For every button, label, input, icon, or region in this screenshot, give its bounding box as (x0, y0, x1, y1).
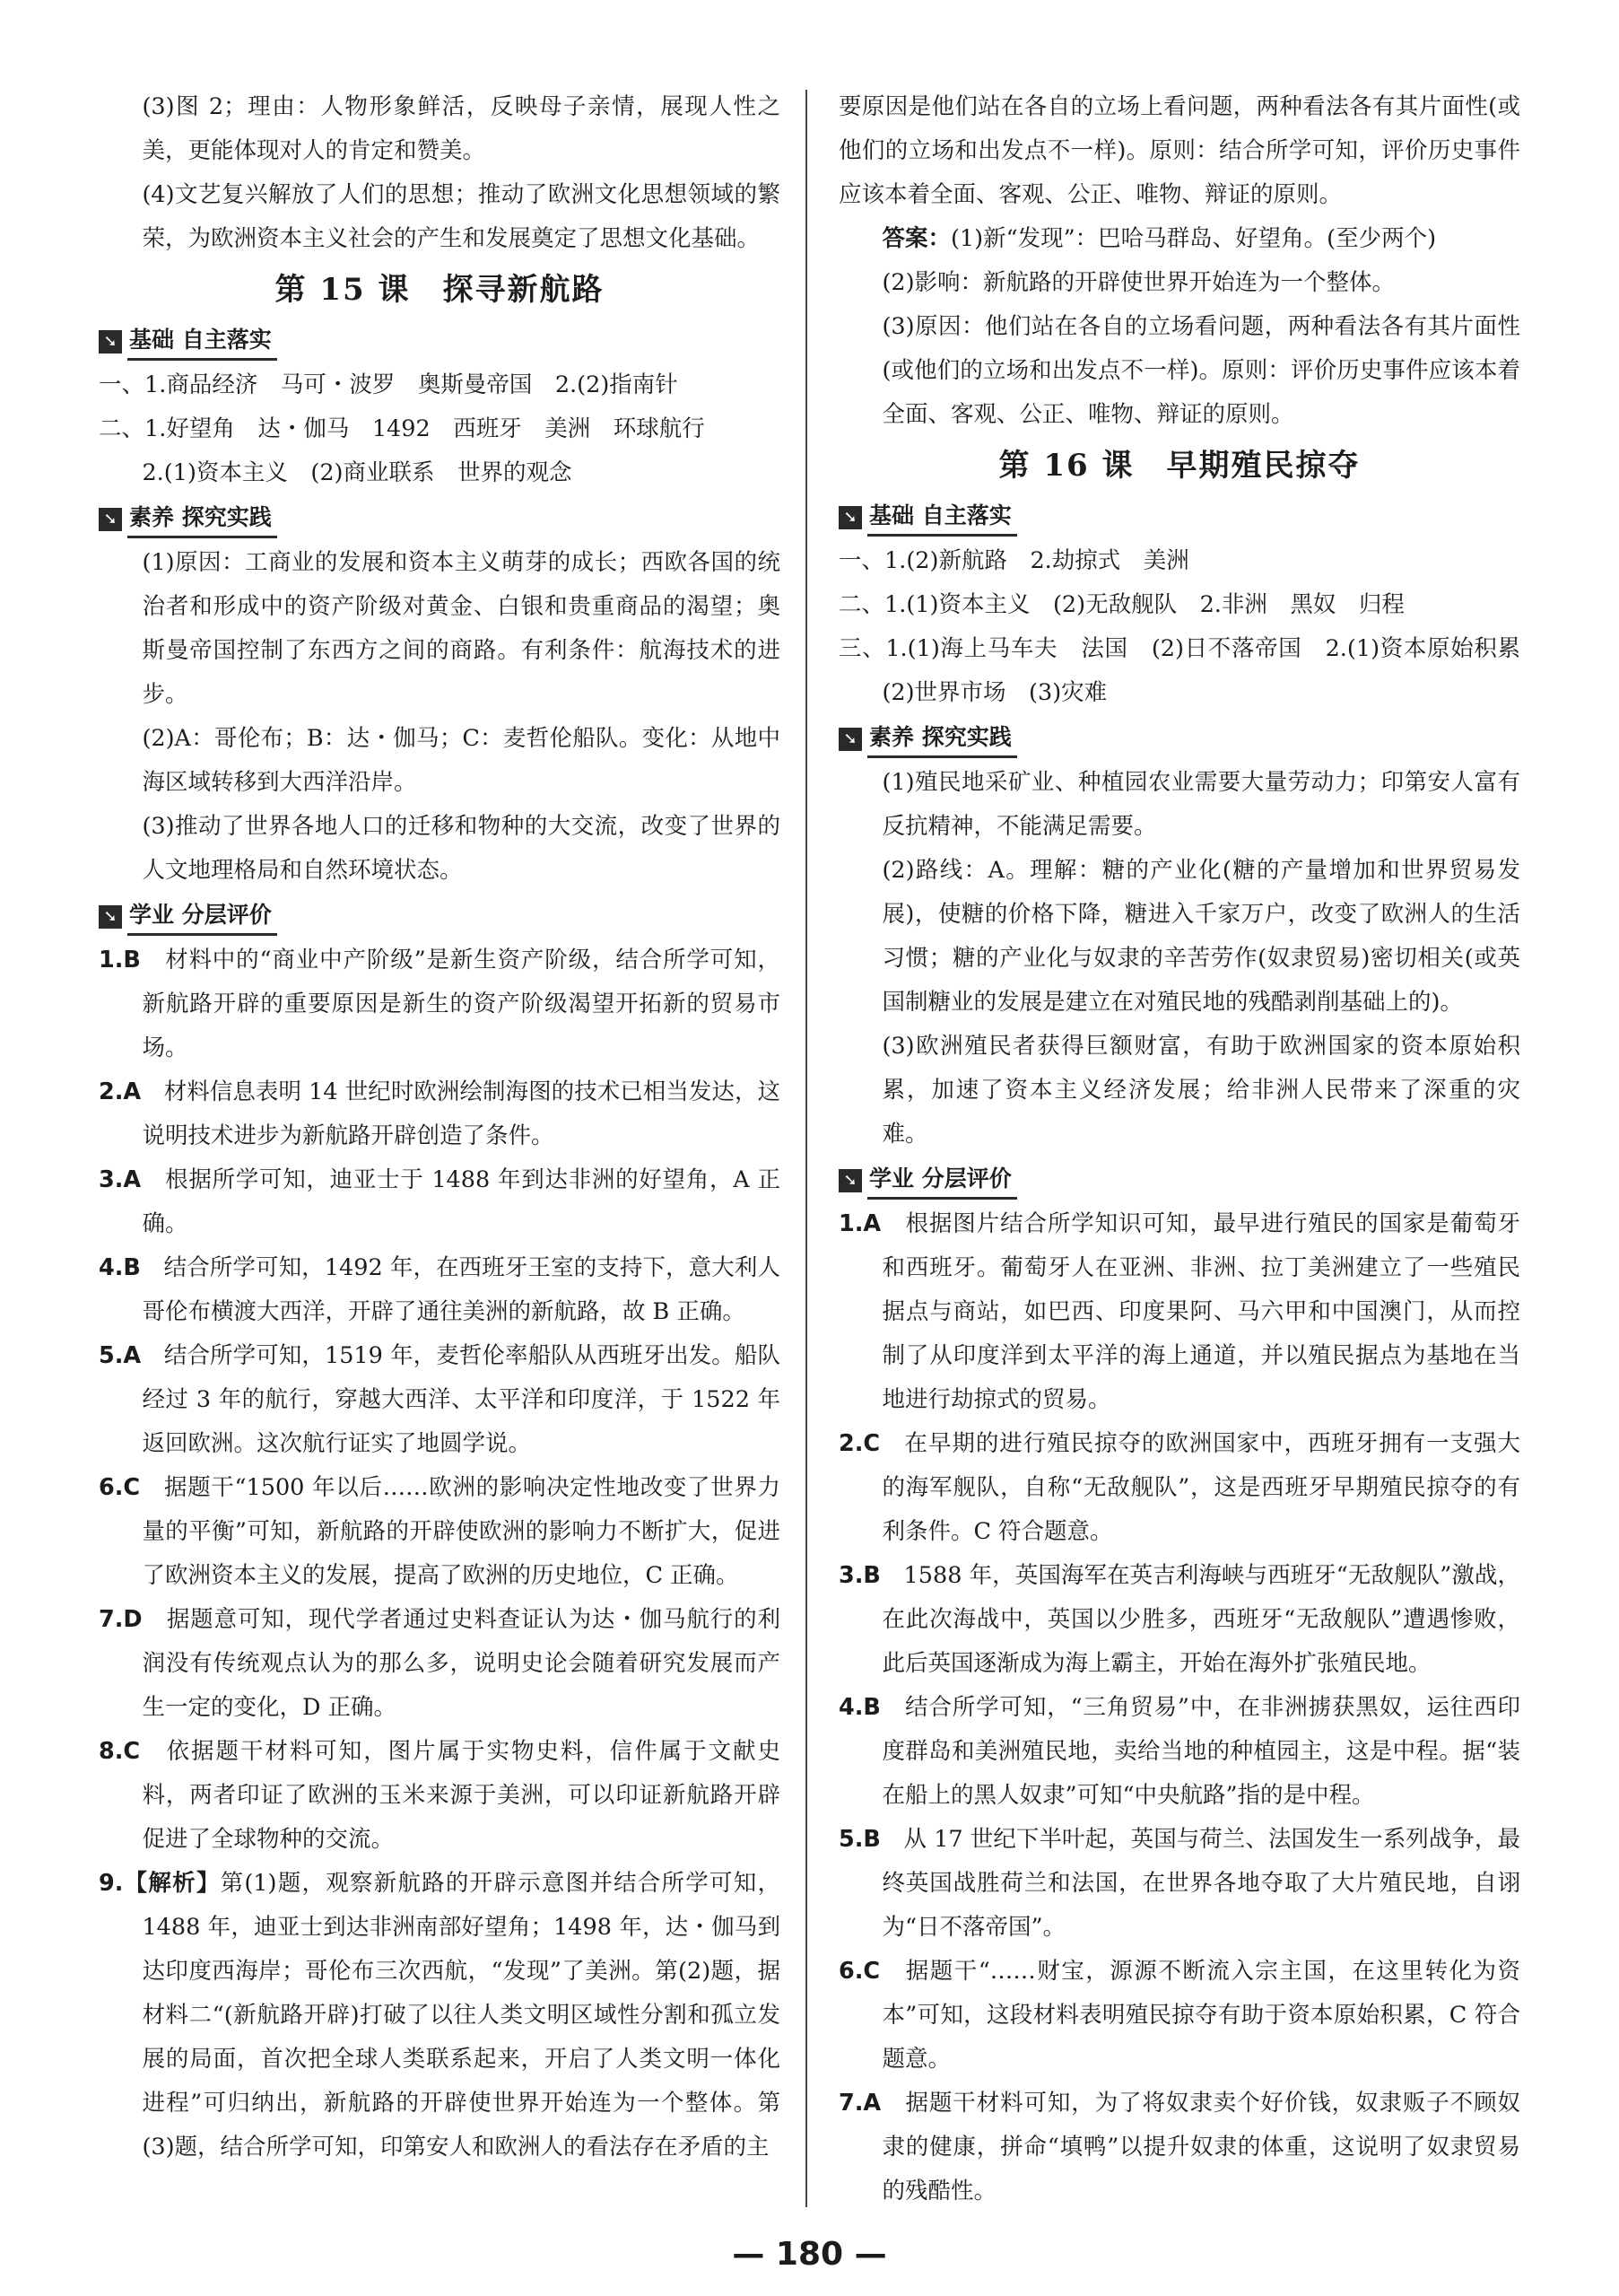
q9-continuation: 要原因是他们站在各自的立场上看问题，两种看法各有其片面性(或他们的立场和出发点不一样)。原则：结合所学可知，评价历史事件应该本着全面、客观、公正、唯物、辩证的原则。 (839, 93, 1520, 208)
arrow-icon: ➘ (839, 728, 862, 751)
answer-line: 答案：(1)新“发现”：巴哈马群岛、好望角。(至少两个) (882, 225, 1437, 252)
answer-item: 2.A 材料信息表明 14 世纪时欧洲绘制海图的技术已相当发达，这说明技术进步为新航路开辟创造了条件。 (99, 1078, 780, 1149)
arrow-icon: ➘ (839, 506, 862, 529)
arrow-icon: ➘ (99, 905, 122, 929)
lesson-16-title: 第 16 课 早期殖民掠夺 (998, 448, 1361, 484)
inquiry-answer: (2)路线：A。理解：糖的产业化(糖的产量增加和世界贸易发展)，使糖的价格下降，糖进入千家万户，改变了欧洲人的生活习惯；糖的产业化与奴隶的辛苦劳作(奴隶贸易)密切相关(或英国制糖业的发展是建立在对殖民地的残酷剥削基础上的)。 (882, 857, 1520, 1016)
answer-item: 3.A 根据所学可知，迪亚士于 1488 年到达非洲的好望角，A 正确。 (99, 1166, 780, 1237)
intro-answer-3: (3)图 2；理由：人物形象鲜活，反映母子亲情，展现人性之美，更能体现对人的肯定和赞美。 (142, 93, 780, 164)
section-inquiry-header: ➘ 素养 探究实践 (99, 500, 780, 538)
answer-item: 5.B 从 17 世纪下半叶起，英国与荷兰、法国发生一系列战争，最终英国战胜荷兰和法国，在世界各地夺取了大片殖民地，自诩为“日不落帝国”。 (839, 1826, 1520, 1941)
page-number: — 180 — (732, 2236, 887, 2273)
basic-line: 三、1.(1)海上马车夫 法国 (2)日不落帝国 2.(1)资本原始积累 (2)世界市场 (3)灾难 (839, 635, 1544, 706)
answer-item: 1.B 材料中的“商业中产阶级”是新生资产阶级，结合所学可知，新航路开辟的重要原因是新生的资产阶级渴望开拓新的贸易市场。 (99, 947, 780, 1061)
inquiry-answer: (3)推动了世界各地人口的迁移和物种的大交流，改变了世界的人文地理格局和自然环境状态。 (142, 813, 780, 884)
intro-answer-4: (4)文艺复兴解放了人们的思想；推动了欧洲文化思想领域的繁荣，为欧洲资本主义社会的产生和发展奠定了思想文化基础。 (142, 181, 780, 252)
lesson-15-title: 第 15 课 探寻新航路 (274, 272, 605, 308)
column-divider (805, 90, 807, 2207)
answer-item: 8.C 依据题干材料可知，图片属于实物史料，信件属于文献史料，两者印证了欧洲的玉米来源于美洲，可以印证新航路开辟促进了全球物种的交流。 (99, 1738, 780, 1853)
answer-item: 5.A 结合所学可知，1519 年，麦哲伦率船队从西班牙出发。船队经过 3 年的航行，穿越大西洋、太平洋和印度洋，于 1522 年返回欧洲。这次航行证实了地圆学说。 (99, 1342, 780, 1457)
arrow-icon: ➘ (99, 330, 122, 354)
answer-line: (3)原因：他们站在各自的立场看问题，两种看法各有其片面性(或他们的立场和出发点不一样)。原则：评价历史事件应该本着全面、客观、公正、唯物、辩证的原则。 (882, 313, 1520, 428)
left-column (99, 85, 780, 2169)
inquiry-answer: (3)欧洲殖民者获得巨额财富，有助于欧洲国家的资本原始积累，加速了资本主义经济发展；给非洲人民带来了深重的灾难。 (882, 1033, 1520, 1148)
arrow-icon: ➘ (99, 508, 122, 531)
answer-item: 4.B 结合所学可知，“三角贸易”中，在非洲掳获黑奴，运往西印度群岛和美洲殖民地，卖给当地的种植园主，这是中程。据“装在船上的黑人奴隶”可知“中央航路”指的是中程。 (839, 1694, 1520, 1809)
answer-item: 6.C 据题干“1500 年以后……欧洲的影响决定性地改变了世界力量的平衡”可知，新航路的开辟使欧洲的影响力不断扩大，促进了欧洲资本主义的发展，提高了欧洲的历史地位，C 正确。 (99, 1474, 780, 1589)
basic-line: 二、1.好望角 达・伽马 1492 西班牙 美洲 环球航行 (99, 415, 705, 442)
answer-item: 1.A 根据图片结合所学知识可知，最早进行殖民的国家是葡萄牙和西班牙。葡萄牙人在亚洲、非洲、拉丁美洲建立了一些殖民据点与商站，如巴西、印度果阿、马六甲和中国澳门，从而控制了从印度洋到太平洋的海上通道，并以殖民据点为基地在当地进行劫掠式的贸易。 (839, 1210, 1520, 1413)
arrow-icon: ➘ (839, 1169, 862, 1192)
answer-line: (2)影响：新航路的开辟使世界开始连为一个整体。 (882, 269, 1396, 296)
basic-line: 一、1.(2)新航路 2.劫掠式 美洲 (839, 547, 1189, 574)
answer-item: 4.B 结合所学可知，1492 年，在西班牙王室的支持下，意大利人哥伦布横渡大西洋，开辟了通往美洲的新航路，故 B 正确。 (99, 1254, 780, 1325)
section-evaluation-header: ➘ 学业 分层评价 (839, 1161, 1520, 1200)
answer-item: 3.B 1588 年，英国海军在英吉利海峡与西班牙“无敌舰队”激战，在此次海战中，英国以少胜多，西班牙“无敌舰队”遭遇惨败，此后英国逐渐成为海上霸主，开始在海外扩张殖民地。 (839, 1562, 1520, 1677)
answer-item: 7.D 据题意可知，现代学者通过史料查证认为达・伽马航行的利润没有传统观点认为的那么多，说明史论会随着研究发展而产生一定的变化，D 正确。 (99, 1606, 780, 1721)
answer-item: 2.C 在早期的进行殖民掠夺的欧洲国家中，西班牙拥有一支强大的海军舰队，自称“无敌舰队”，这是西班牙早期殖民掠夺的有利条件。C 符合题意。 (839, 1430, 1520, 1545)
section-basic-header: ➘ 基础 自主落实 (99, 322, 780, 361)
answer-item-9: 9.【解析】第(1)题，观察新航路的开辟示意图并结合所学可知，1488 年，迪亚士到达非洲南部好望角；1498 年，达・伽马到达印度西海岸；哥伦布三次西航，“发现”了美洲。第(2)题，据材料二“(新航路开辟)打破了以往人类文明区域性分割和孤立发展的局面，首次把全球人类联系起来，开启了人类文明一体化进程”可归纳出，新航路的开辟使世界开始连为一个整体。第(3)题，结合所学可知，印第安人和欧洲人的看法存在矛盾的主 (99, 1870, 780, 2161)
basic-line: 一、1.商品经济 马可・波罗 奥斯曼帝国 2.(2)指南针 (99, 371, 678, 398)
section-inquiry-header: ➘ 素养 探究实践 (839, 720, 1520, 758)
inquiry-answer: (1)殖民地采矿业、种植园农业需要大量劳动力；印第安人富有反抗精神，不能满足需要。 (882, 769, 1520, 840)
basic-line: 二、1.(1)资本主义 (2)无敌舰队 2.非洲 黑奴 归程 (839, 591, 1405, 618)
basic-line: 2.(1)资本主义 (2)商业联系 世界的观念 (142, 459, 572, 486)
right-column (839, 85, 1544, 2213)
section-basic-header: ➘ 基础 自主落实 (839, 498, 1520, 537)
answer-item: 6.C 据题干“……财宝，源源不断流入宗主国，在这里转化为资本”可知，这段材料表明殖民掠夺有助于资本原始积累，C 符合题意。 (839, 1958, 1520, 2073)
inquiry-answer: (2)A：哥伦布；B：达・伽马；C：麦哲伦船队。变化：从地中海区域转移到大西洋沿岸。 (142, 725, 780, 796)
answer-item: 7.A 据题干材料可知，为了将奴隶卖个好价钱，奴隶贩子不顾奴隶的健康，拼命“填鸭”以提升奴隶的体重，这说明了奴隶贸易的残酷性。 (839, 2090, 1520, 2204)
inquiry-answer: (1)原因：工商业的发展和资本主义萌芽的成长；西欧各国的统治者和形成中的资产阶级对黄金、白银和贵重商品的渴望；奥斯曼帝国控制了东西方之间的商路。有利条件：航海技术的进步。 (142, 549, 780, 708)
section-evaluation-header: ➘ 学业 分层评价 (99, 897, 780, 936)
